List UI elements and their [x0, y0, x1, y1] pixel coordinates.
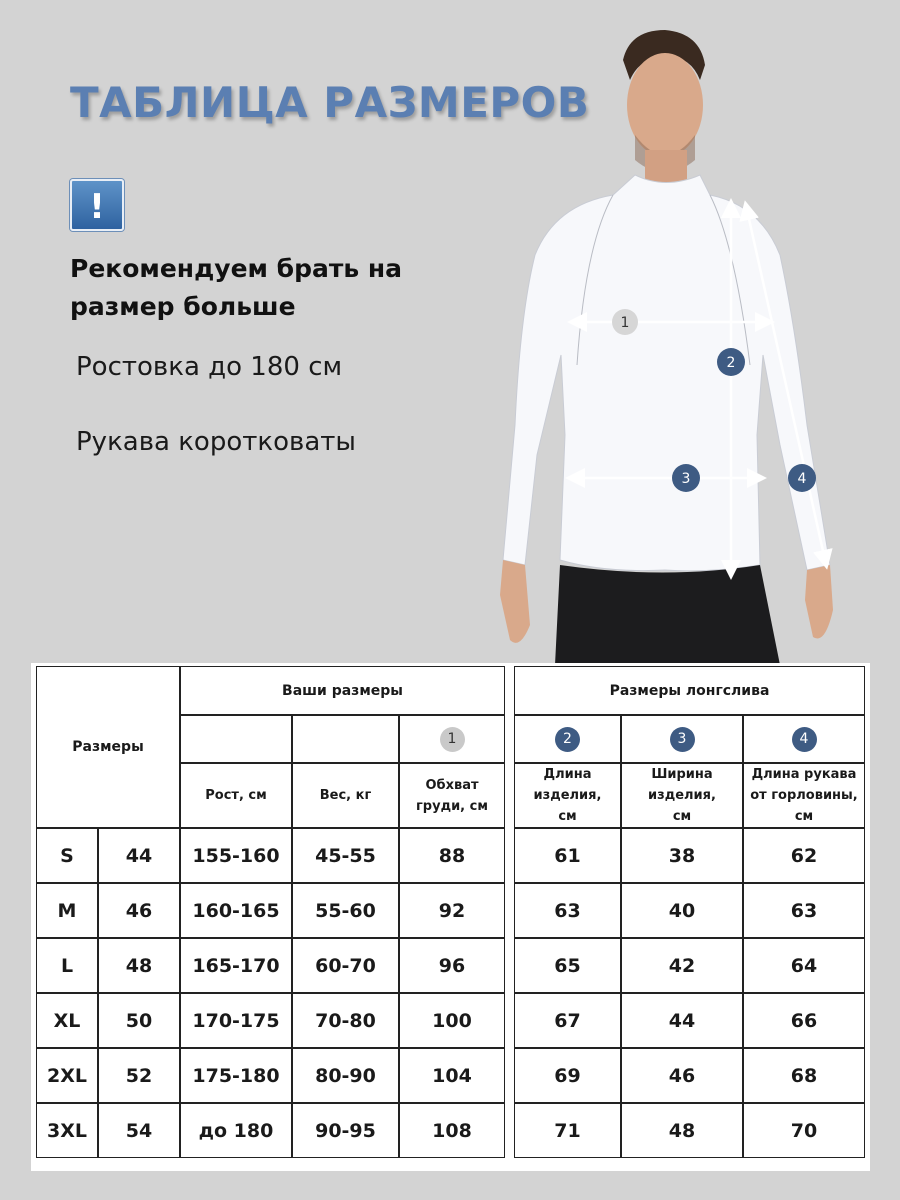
sizes-header: Размеры: [36, 666, 180, 828]
page-title: ТАБЛИЦА РАЗМЕРОВ: [70, 78, 590, 127]
model-figure: [495, 25, 845, 665]
model-left-hand: [500, 560, 530, 643]
cell-width: 48: [621, 1103, 743, 1158]
cell-size-number: 48: [98, 938, 180, 993]
cell-chest: 92: [399, 883, 505, 938]
cell-size-number: 50: [98, 993, 180, 1048]
cell-height: до 180: [180, 1103, 292, 1158]
model-shirt: [503, 175, 830, 571]
cell-chest: 104: [399, 1048, 505, 1103]
marker-1-badge: 1: [440, 727, 465, 752]
recommendation-text: Рекомендуем брать на размер больше: [70, 254, 403, 321]
cell-sleeve: 63: [743, 883, 865, 938]
svg-text:2: 2: [726, 355, 736, 371]
empty-marker-cell: [292, 715, 399, 763]
cell-length: 71: [514, 1103, 621, 1158]
cell-height: 155-160: [180, 828, 292, 883]
cell-width: 46: [621, 1048, 743, 1103]
cell-height: 175-180: [180, 1048, 292, 1103]
cell-size-letter: XL: [36, 993, 98, 1048]
cell-sleeve: 62: [743, 828, 865, 883]
empty-marker-cell: [180, 715, 292, 763]
exclamation-icon: !: [70, 179, 124, 231]
column-weight: Вес, кг: [292, 763, 399, 828]
cell-size-number: 52: [98, 1048, 180, 1103]
model-pants: [555, 565, 780, 665]
cell-length: 69: [514, 1048, 621, 1103]
cell-weight: 80-90: [292, 1048, 399, 1103]
column-height: Рост, см: [180, 763, 292, 828]
note-height: Ростовка до 180 см: [76, 352, 343, 382]
cell-length: 63: [514, 883, 621, 938]
note-sleeves: Рукава коротковаты: [76, 427, 356, 457]
cell-sleeve: 68: [743, 1048, 865, 1103]
marker-4: [788, 464, 816, 492]
cell-chest: 108: [399, 1103, 505, 1158]
cell-height: 165-170: [180, 938, 292, 993]
cell-width: 44: [621, 993, 743, 1048]
marker-3-badge: 3: [670, 727, 695, 752]
cell-weight: 70-80: [292, 993, 399, 1048]
cell-width: 40: [621, 883, 743, 938]
cell-sleeve: 66: [743, 993, 865, 1048]
cell-weight: 60-70: [292, 938, 399, 993]
cell-weight: 90-95: [292, 1103, 399, 1158]
svg-text:3: 3: [681, 471, 691, 487]
cell-size-number: 44: [98, 828, 180, 883]
group-yours-header: Ваши размеры: [180, 666, 505, 715]
cell-size-letter: 2XL: [36, 1048, 98, 1103]
cell-size-letter: M: [36, 883, 98, 938]
column-marker-3: [621, 715, 743, 763]
cell-size-number: 46: [98, 883, 180, 938]
cell-size-letter: 3XL: [36, 1103, 98, 1158]
cell-sleeve: 70: [743, 1103, 865, 1158]
marker-4-badge: 4: [792, 727, 817, 752]
marker-3: [672, 464, 700, 492]
cell-width: 38: [621, 828, 743, 883]
cell-chest: 88: [399, 828, 505, 883]
cell-chest: 100: [399, 993, 505, 1048]
cell-height: 170-175: [180, 993, 292, 1048]
marker-2: [717, 348, 745, 376]
model-right-hand: [805, 565, 833, 638]
cell-sleeve: 64: [743, 938, 865, 993]
column-marker-1: [399, 715, 505, 763]
column-length: Длина изделия, см: [514, 763, 621, 828]
group-garment-header: Размеры лонгслива: [514, 666, 865, 715]
size-table: [31, 663, 870, 1171]
cell-size-letter: S: [36, 828, 98, 883]
cell-length: 67: [514, 993, 621, 1048]
cell-height: 160-165: [180, 883, 292, 938]
cell-chest: 96: [399, 938, 505, 993]
cell-size-number: 54: [98, 1103, 180, 1158]
column-width: Ширина изделия, см: [621, 763, 743, 828]
cell-size-letter: L: [36, 938, 98, 993]
svg-text:1: 1: [620, 315, 630, 331]
marker-1: [612, 309, 638, 335]
cell-length: 61: [514, 828, 621, 883]
cell-length: 65: [514, 938, 621, 993]
svg-text:4: 4: [797, 471, 807, 487]
column-marker-2: [514, 715, 621, 763]
column-chest: Обхват груди, см: [399, 763, 505, 828]
cell-width: 42: [621, 938, 743, 993]
column-marker-4: [743, 715, 865, 763]
cell-weight: 55-60: [292, 883, 399, 938]
column-sleeve: Длина рукава от горловины, см: [743, 763, 865, 828]
marker-2-badge: 2: [555, 727, 580, 752]
cell-weight: 45-55: [292, 828, 399, 883]
